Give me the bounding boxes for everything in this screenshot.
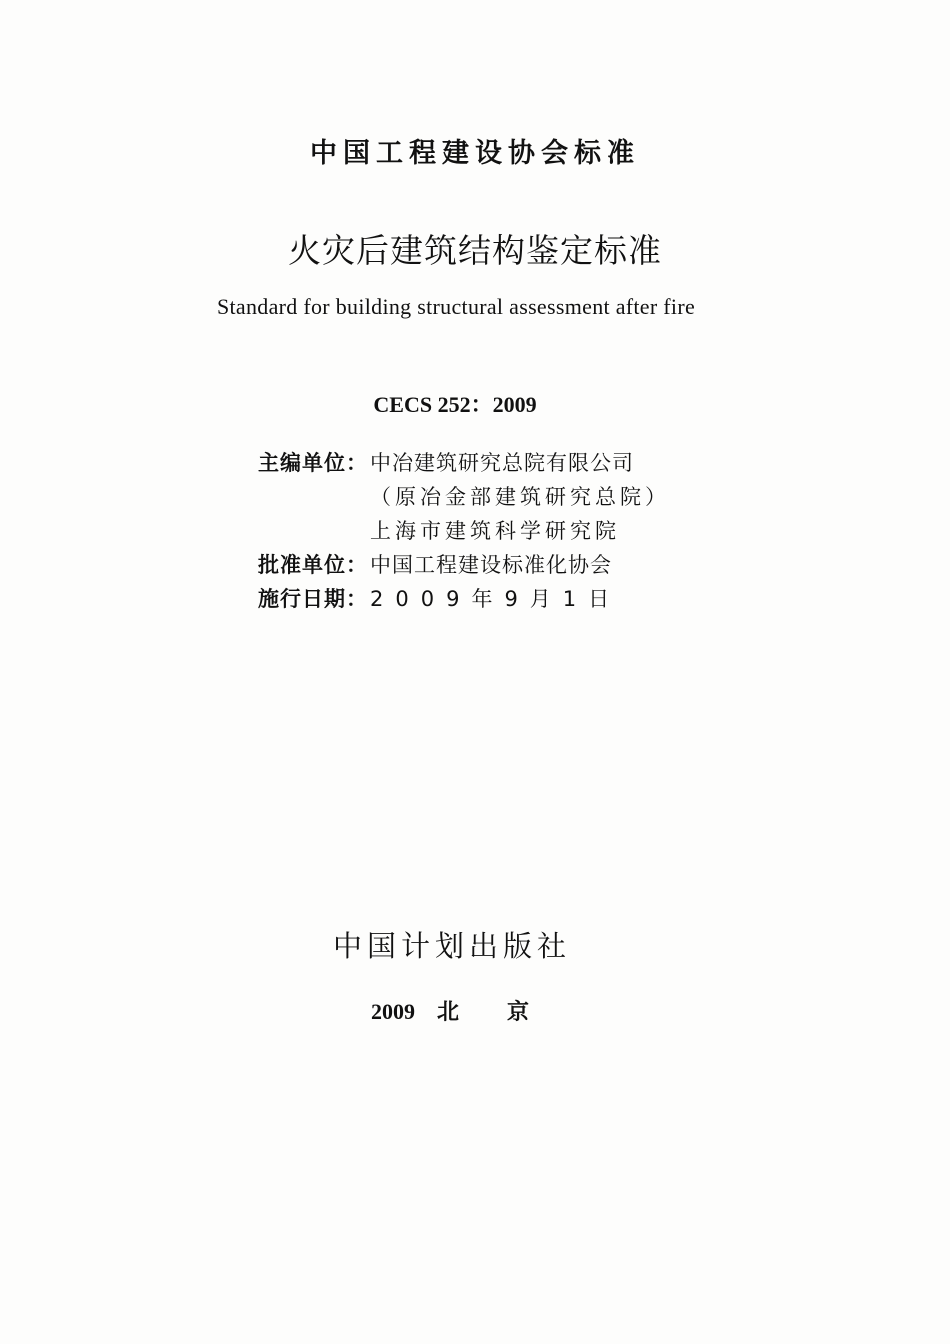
publisher-name: 中国计划出版社 [332, 929, 571, 963]
editor-row-3 [258, 514, 670, 548]
series-title: 中国工程建设协会标准 [310, 138, 640, 169]
editor-row [258, 446, 670, 480]
publication-city: 北京 [437, 1000, 578, 1025]
editor-former-name: （原冶金部建筑研究总院） [370, 485, 670, 509]
date-row [258, 582, 670, 616]
approver-value: 中国工程建设标准化协会 [370, 553, 612, 577]
date-label: 施行日期： [258, 587, 368, 611]
editor-primary: 中冶建筑研究总院有限公司 [370, 451, 634, 475]
editor-secondary: 上海市建筑科学研究院 [370, 519, 620, 543]
approver-label: 批准单位： [258, 553, 368, 577]
approver-row [258, 548, 670, 582]
editor-label: 主编单位： [258, 451, 368, 475]
standard-title-chinese: 火灾后建筑结构鉴定标准 [288, 231, 662, 270]
editor-row-2 [258, 480, 670, 514]
effective-date: 2009年9月1日 [370, 587, 622, 611]
publication-info [258, 446, 670, 616]
standard-code: CECS 252：2009 [373, 392, 537, 417]
standard-title-english: Standard for building structural assessment after fire [216, 294, 696, 319]
publication-place [371, 995, 577, 1026]
publication-year: 2009 [371, 999, 415, 1024]
